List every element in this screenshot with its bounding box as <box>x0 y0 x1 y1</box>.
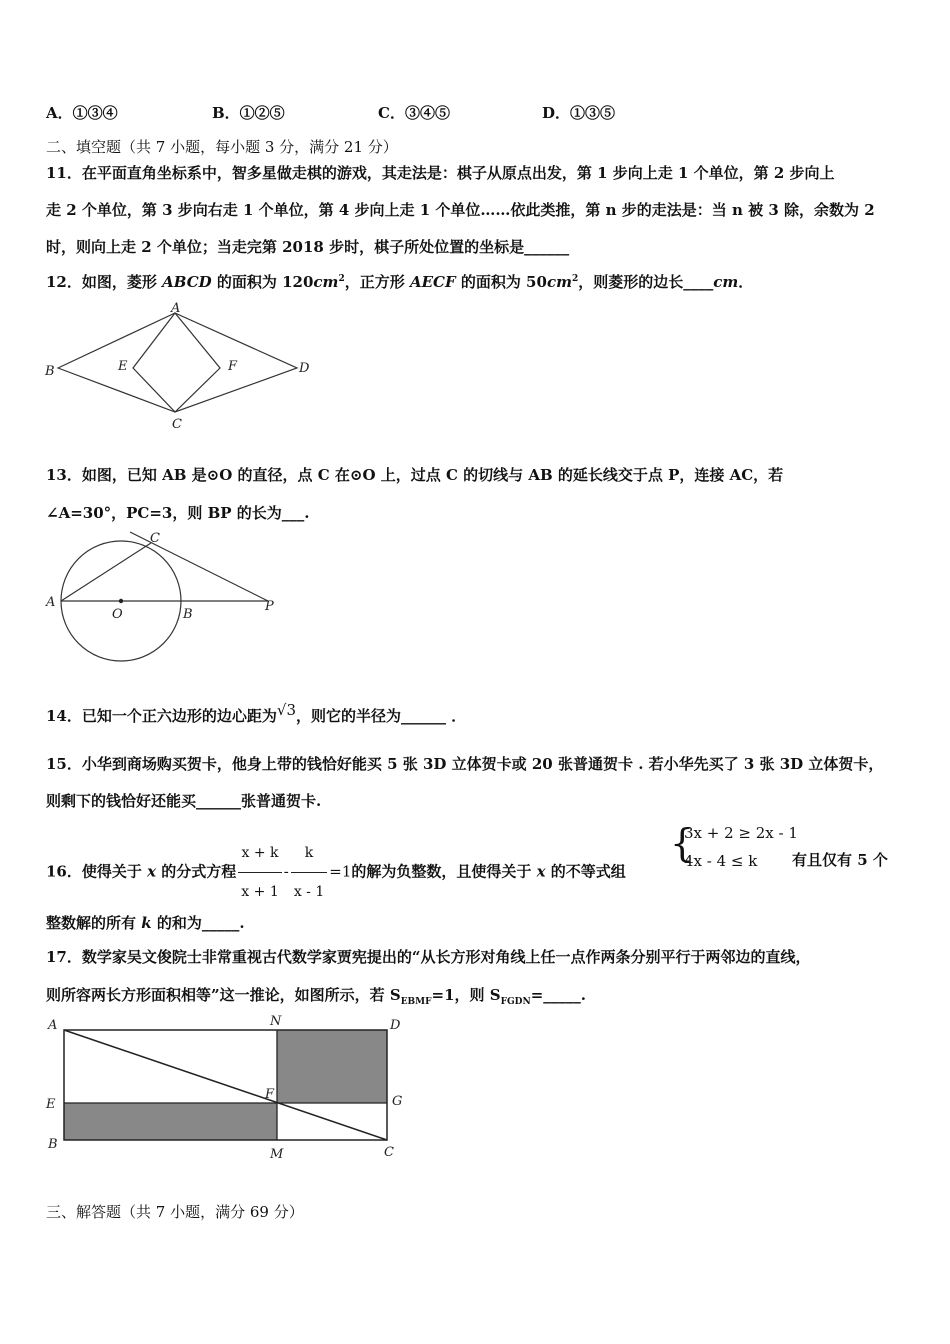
label-e: E <box>46 1097 56 1112</box>
q14-text: 14．已知一个正六边形的边心距为√3，则它的半径为______ ． <box>46 701 467 725</box>
label-d: D <box>390 1018 401 1033</box>
label-a: A <box>46 595 56 610</box>
q12-rhombus-figure <box>44 300 314 432</box>
label-c: C <box>384 1145 394 1160</box>
label-b: B <box>48 1137 58 1152</box>
label-o: O <box>112 607 123 622</box>
label-b: B <box>45 364 55 379</box>
label-n: N <box>270 1014 282 1029</box>
label-f: F <box>265 1087 275 1102</box>
label-a: A <box>48 1018 58 1033</box>
q17-rectangle-figure <box>44 1012 414 1164</box>
option-d: D．①③⑤ <box>542 104 616 122</box>
label-c: C <box>172 417 182 432</box>
label-g: G <box>392 1094 403 1109</box>
q16-tail: 有且仅有 5 个 <box>792 851 888 869</box>
label-p: P <box>265 599 274 614</box>
q16-line2: 整数解的所有 k 的和为_____. <box>46 914 245 932</box>
q15-line2: 则剩下的钱恰好还能买______张普通贺卡. <box>46 792 322 810</box>
q13-line2: ∠A=30°，PC=3，则 BP 的长为___. <box>46 504 310 522</box>
label-c: C <box>150 531 160 546</box>
q16-line1: 16．使得关于 x 的分式方程 $\frac{x + k}{x + 1}$ - $\frac{k}{x - 1}$ =1的解为负整数，且使得关于 x 的不等式组 <box>46 834 626 911</box>
q17-line1: 17．数学家吴文俊院士非常重视古代数学家贾宪提出的“从长方形对角线上任一点作两条分别平行于两邻边的直线， <box>46 948 811 966</box>
label-d: D <box>299 361 310 376</box>
q17-line2: 则所容两长方形面积相等”这一推论，如图所示，若 $S_{EBMF}=1$，则 $S_{FGDN}=\_\_\_\_\_$. <box>46 986 586 1007</box>
q13-circle-figure <box>44 526 284 664</box>
label-e: E <box>118 359 128 374</box>
q15-line1: 15．小华到商场购买贺卡，他身上带的钱恰好能买 5 张 3D 立体贺卡或 20 张普通贺卡 . 若小华先买了 3 张 3D 立体贺卡， <box>46 755 884 773</box>
q11-line3: 时，则向上走 2 个单位；当走完第 2018 步时，棋子所处位置的坐标是______ <box>46 238 570 256</box>
sqrt3: √3 <box>276 701 296 719</box>
section-3-heading: 三、解答题（共 7 小题，满分 69 分） <box>46 1203 304 1221</box>
label-a: A <box>171 301 181 316</box>
option-a: A．①③④ <box>46 104 118 122</box>
label-b: B <box>183 607 193 622</box>
q13-line1: 13．如图，已知 AB 是⊙O 的直径，点 C 在⊙O 上，过点 C 的切线与 AB 的延长线交于点 P，连接 AC，若 <box>46 466 784 484</box>
section-2-heading: 二、填空题（共 7 小题，每小题 3 分，满分 21 分） <box>46 138 398 156</box>
label-m: M <box>270 1147 284 1162</box>
q12-text: 12．如图，菱形 ABCD 的面积为 $120cm^2$，正方形 AECF 的面积为 $50cm^2$，则菱形的边长____cm． <box>46 273 754 291</box>
q11-line2: 走 2 个单位，第 3 步向右走 1 个单位，第 4 步向上走 1 个单位……依此类推，第 n 步的走法是：当 n 被 3 除，余数为 2 <box>46 201 875 219</box>
option-c: C．③④⑤ <box>378 104 450 122</box>
label-f: F <box>228 359 238 374</box>
q11-line1: 11．在平面直角坐标系中，智多星做走棋的游戏，其走法是：棋子从原点出发，第 1 步向上走 1 个单位，第 2 步向上 <box>46 164 835 182</box>
option-b: B．①②⑤ <box>212 104 285 122</box>
